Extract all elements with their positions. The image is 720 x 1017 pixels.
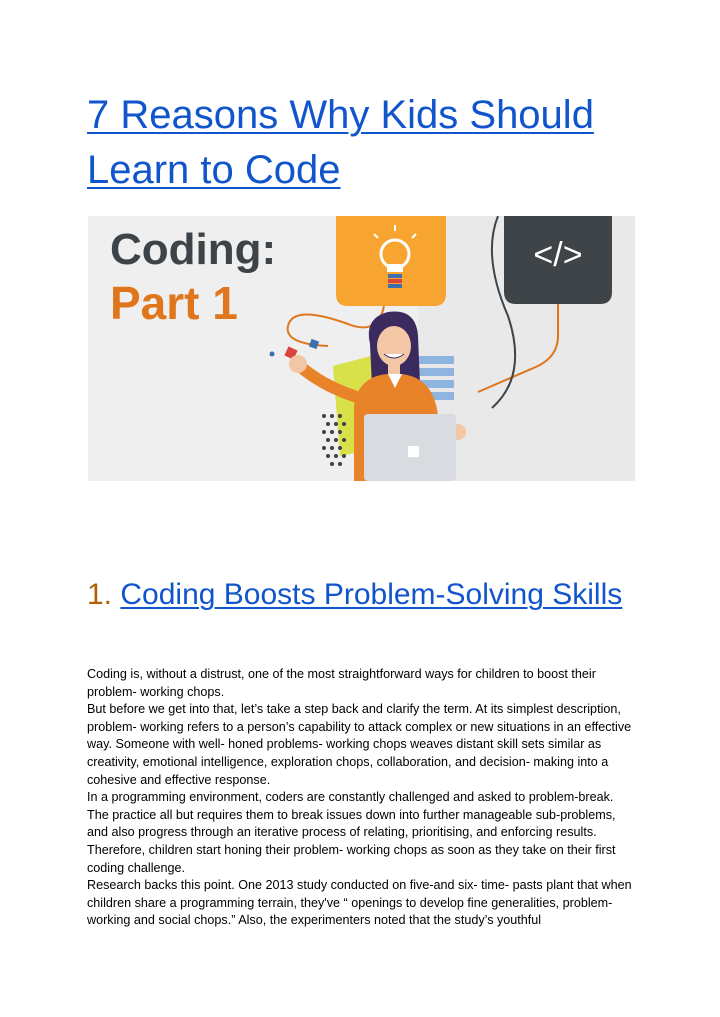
- hand: [289, 355, 307, 373]
- section-heading-link[interactable]: Coding Boosts Problem-Solving Skills: [120, 578, 623, 611]
- hero-image: [88, 216, 635, 481]
- hero-illustration: [88, 216, 635, 481]
- section-heading: [87, 574, 647, 615]
- paragraph: Research backs this point. One 2013 study conducted on five-and six- time- pasts plant that when children share a programming terrain, they've “ openings to develop fine generalities, problem- working and social chops.” Also, the experimenters noted that the study’s youthful: [87, 878, 632, 928]
- paragraph: In a programming environment, coders are constantly challenged and asked to problem-break. The practice all but requires them to break issues down into further manageable sub-problems, and also progress through an iterative process of relating, prioritising, and enforcing results. Therefore, children start honing their problem- working chops as soon as they take on their first coding challenge.: [87, 790, 616, 875]
- hero-heading-part: Part 1: [110, 277, 238, 329]
- face: [377, 326, 411, 366]
- confetti-dot: [270, 352, 275, 357]
- hero-heading-coding: Coding:: [110, 225, 277, 274]
- paragraph: Coding is, without a distrust, one of the most straightforward ways for children to boost their problem- working chops.: [87, 667, 596, 699]
- bulb-panel: [336, 216, 446, 306]
- laptop-icon: [364, 414, 456, 481]
- paragraph: But before we get into that, let’s take a step back and clarify the term. At its simplest description, problem- working refers to a person’s capability to attack complex or new situations in an effective way. Someone with well- honed problems- working chops weaves distant skill sets similar as creativity, emotional intelligence, exploration chops, collaboration, and decision- making into a cohesive and effective response.: [87, 702, 632, 787]
- code-symbol-icon: </>: [533, 236, 583, 274]
- article-body: [87, 666, 635, 930]
- page-title[interactable]: 7 Reasons Why Kids Should Learn to Code: [87, 93, 594, 192]
- section-number: 1.: [87, 578, 113, 611]
